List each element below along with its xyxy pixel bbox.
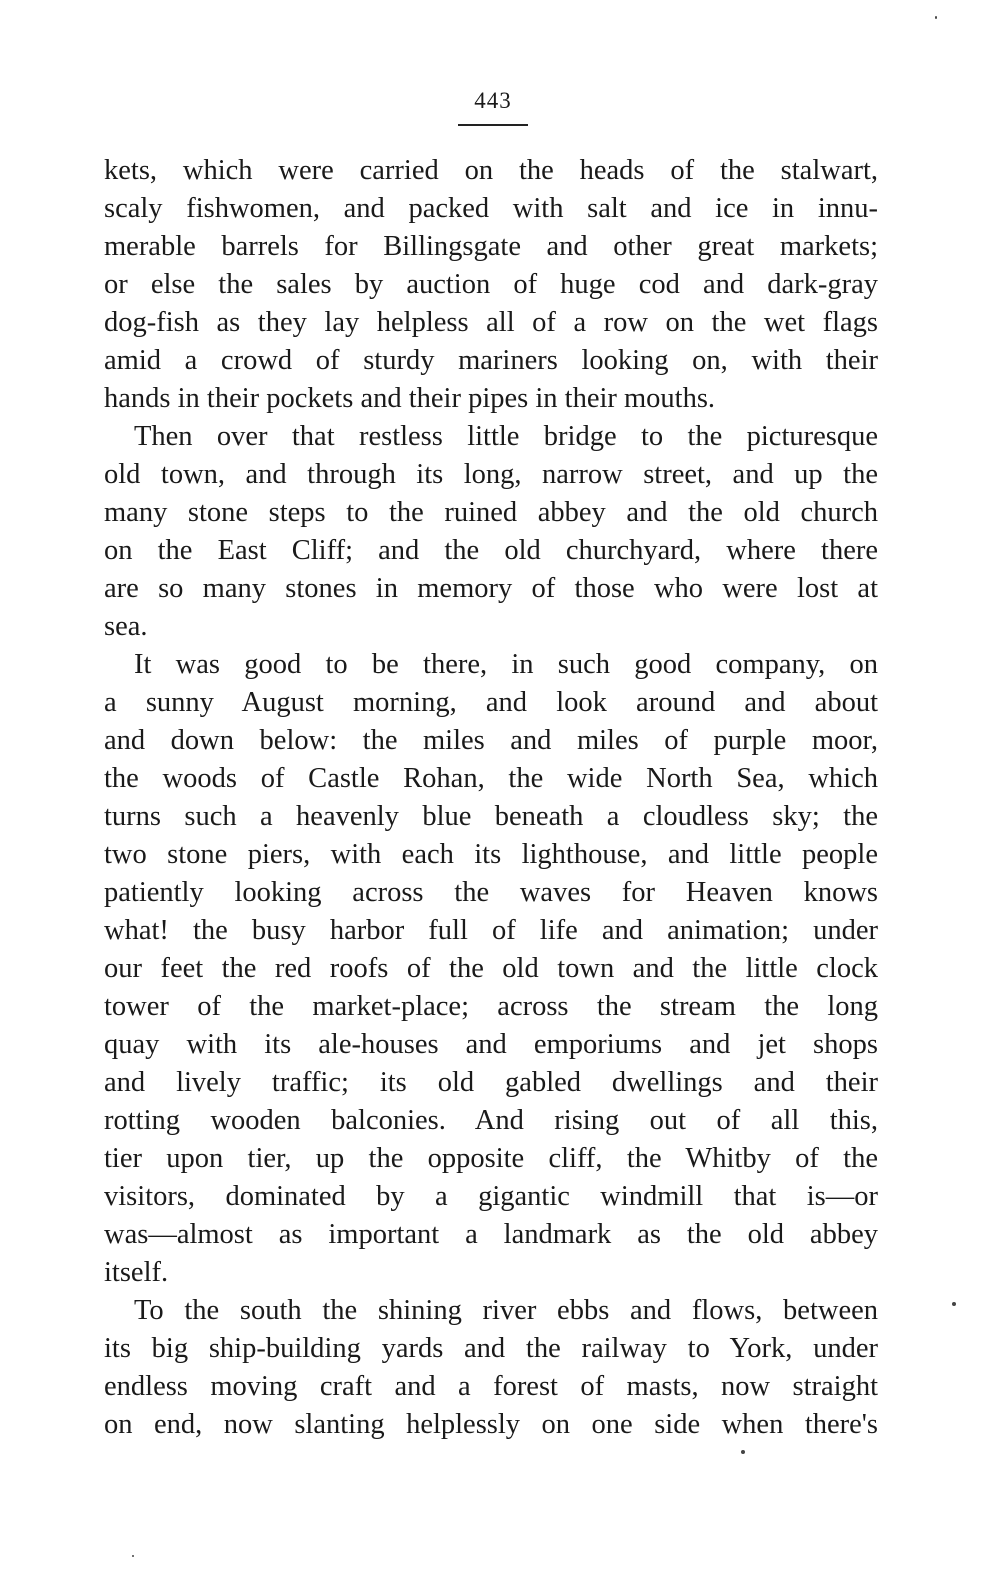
scan-speck — [952, 1302, 956, 1306]
text-line: and lively traffic; its old gabled dwellings and their — [104, 1067, 878, 1098]
text-line: the woods of Castle Rohan, the wide North Sea, which — [104, 763, 878, 794]
text-line: itself. — [104, 1257, 169, 1288]
text-line: and down below: the miles and miles of purple moor, — [104, 725, 878, 756]
text-line: visitors, dominated by a gigantic windmill that is—or — [104, 1181, 878, 1212]
scan-speck — [935, 16, 937, 19]
text-line: kets, which were carried on the heads of the stalwart, — [104, 155, 878, 186]
text-line: are so many stones in memory of those who were lost at — [104, 573, 878, 604]
text-line: patiently looking across the waves for Heaven knows — [104, 877, 878, 908]
text-line: was—almost as important a landmark as the old abbey — [104, 1219, 878, 1250]
page-number: 443 — [474, 88, 512, 113]
text-line: quay with its ale-houses and emporiums and jet shops — [104, 1029, 878, 1060]
text-line: its big ship-building yards and the railway to York, under — [104, 1333, 878, 1364]
text-line: amid a crowd of sturdy mariners looking on, with their — [104, 345, 878, 376]
text-line: two stone piers, with each its lighthouse, and little people — [104, 839, 878, 870]
text-line: on end, now slanting helplessly on one side when there's — [104, 1409, 878, 1440]
body-text — [104, 152, 878, 1444]
text-line: many stone steps to the ruined abbey and the old church — [104, 497, 878, 528]
text-line: sea. — [104, 611, 148, 642]
text-line: It was good to be there, in such good company, on — [134, 649, 878, 680]
text-line: our feet the red roofs of the old town and the little clock — [104, 953, 878, 984]
text-line: old town, and through its long, narrow street, and up the — [104, 459, 878, 490]
text-line: or else the sales by auction of huge cod and dark-gray — [104, 269, 878, 300]
scan-speck — [132, 1555, 134, 1557]
text-line: dog-fish as they lay helpless all of a row on the wet flags — [104, 307, 878, 338]
text-line: merable barrels for Billingsgate and other great markets; — [104, 231, 878, 262]
text-line: tier upon tier, up the opposite cliff, the Whitby of the — [104, 1143, 878, 1174]
page-number-rule — [458, 124, 528, 126]
text-line: Then over that restless little bridge to the picturesque — [134, 421, 878, 452]
text-line: turns such a heavenly blue beneath a cloudless sky; the — [104, 801, 878, 832]
text-line: hands in their pockets and their pipes in their mouths. — [104, 383, 716, 414]
text-line: scaly fishwomen, and packed with salt and ice in innu- — [104, 193, 878, 224]
text-line: To the south the shining river ebbs and flows, between — [134, 1295, 878, 1326]
text-line: tower of the market-place; across the stream the long — [104, 991, 878, 1022]
scan-speck — [741, 1450, 745, 1454]
text-line: rotting wooden balconies. And rising out of all this, — [104, 1105, 878, 1136]
text-line: what! the busy harbor full of life and animation; under — [104, 915, 878, 946]
text-line: on the East Cliff; and the old churchyard, where there — [104, 535, 878, 566]
text-line: a sunny August morning, and look around and about — [104, 687, 878, 718]
text-line: endless moving craft and a forest of masts, now straight — [104, 1371, 878, 1402]
